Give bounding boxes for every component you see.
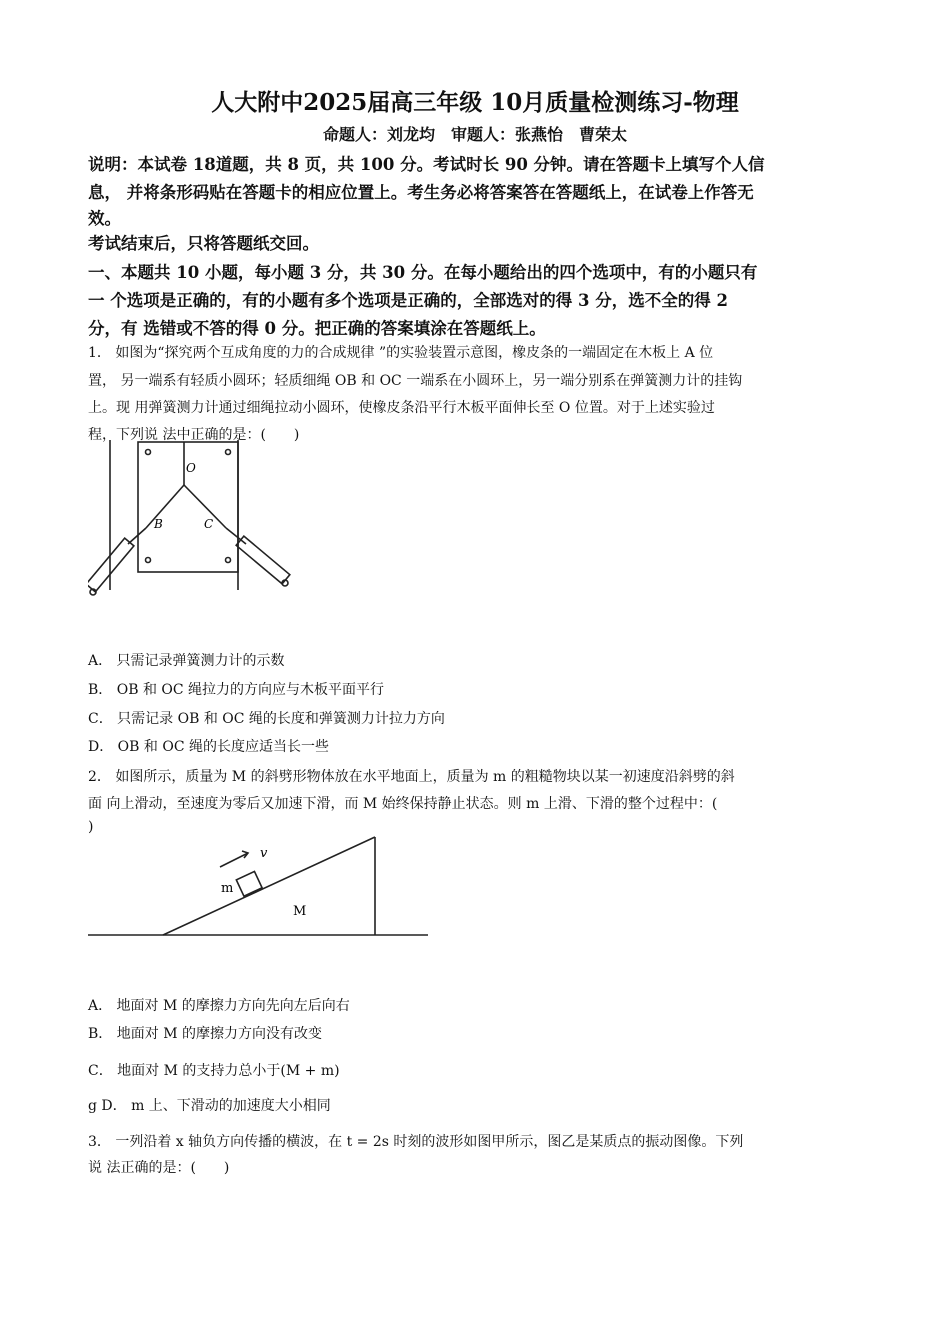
q1-option-b: B． OB 和 OC 绳拉力的方向应与木板平面平行	[88, 682, 385, 698]
intro-line: 效。	[88, 209, 121, 228]
q2-text: 面 向上滑动，至速度为零后又加速下滑，而 M 始终保持静止状态。则 m 上滑、下滑的整个过程中：(	[88, 796, 718, 812]
authors-line: 命题人：刘龙均 审题人：张燕怡 曹荣太	[322, 125, 627, 144]
section-instruction: 分，有 选错或不答的得 0 分。把正确的答案填涂在答题纸上。	[88, 319, 546, 338]
label-c: C	[204, 517, 214, 531]
page-title: 人大附中2025届高三年级 10月质量检测练习-物理	[211, 89, 739, 116]
intro-line: 考试结束后，只将答题纸交回。	[88, 234, 319, 253]
label-M: M	[293, 904, 307, 919]
q1-figure-apparatus	[88, 440, 293, 605]
q3-text: 3． 一列沿着 x 轴负方向传播的横波，在 t = 2s 时刻的波形如图甲所示，图乙是某质点的振动图像。下列	[88, 1134, 744, 1150]
q2-option-a: A． 地面对 M 的摩擦力方向先向左后向右	[88, 998, 350, 1014]
q1-text: 1． 如图为“探究两个互成角度的力的合成规律 ”的实验装置示意图，橡皮条的一端固定在木板上 A 位	[88, 345, 714, 361]
q1-text: 上。现 用弹簧测力计通过细绳拉动小圆环，使橡皮条沿平行木板平面伸长至 O 位置。对于上述实验过	[88, 400, 715, 416]
section-instruction: 一 个选项是正确的，有的小题有多个选项是正确的，全部选对的得 3 分，选不全的得 2	[88, 291, 728, 310]
q3-text: 说 法正确的是：( )	[88, 1160, 230, 1176]
q2-text: )	[88, 819, 94, 835]
q2-text: 2． 如图所示，质量为 M 的斜劈形物体放在水平地面上，质量为 m 的粗糙物块以某一初速度沿斜劈的斜	[88, 769, 735, 785]
label-o: O	[186, 461, 196, 475]
label-v: v	[260, 846, 268, 861]
intro-line: 息， 并将条形码贴在答题卡的相应位置上。考生务必将答案答在答题纸上，在试卷上作答无	[88, 183, 754, 202]
q1-text: 置， 另一端系有轻质小圆环；轻质细绳 OB 和 OC 一端系在小圆环上，另一端分别系在弹簧测力计的挂钩	[88, 373, 743, 389]
q2-figure-incline	[88, 835, 433, 950]
q1-option-d: D． OB 和 OC 绳的长度应适当长一些	[88, 739, 329, 755]
section-instruction: 一、本题共 10 小题，每小题 3 分，共 30 分。在每小题给出的四个选项中，有的小题只有	[88, 263, 758, 282]
q1-text: 程，下列说 法中正确的是：( )	[88, 427, 300, 443]
label-m: m	[221, 881, 234, 896]
q1-option-c: C． 只需记录 OB 和 OC 绳的长度和弹簧测力计拉力方向	[88, 711, 445, 727]
q2-option-b: B． 地面对 M 的摩擦力方向没有改变	[88, 1026, 322, 1042]
label-b: B	[154, 517, 163, 531]
q2-option-d: g D． m 上、下滑动的加速度大小相同	[88, 1098, 331, 1114]
q1-option-a: A． 只需记录弹簧测力计的示数	[88, 653, 285, 669]
q2-option-c: C． 地面对 M 的支持力总小于(M + m)	[88, 1063, 340, 1079]
intro-line: 说明：本试卷 18道题，共 8 页，共 100 分。考试时长 90 分钟。请在答题卡上填写个人信	[88, 155, 765, 174]
